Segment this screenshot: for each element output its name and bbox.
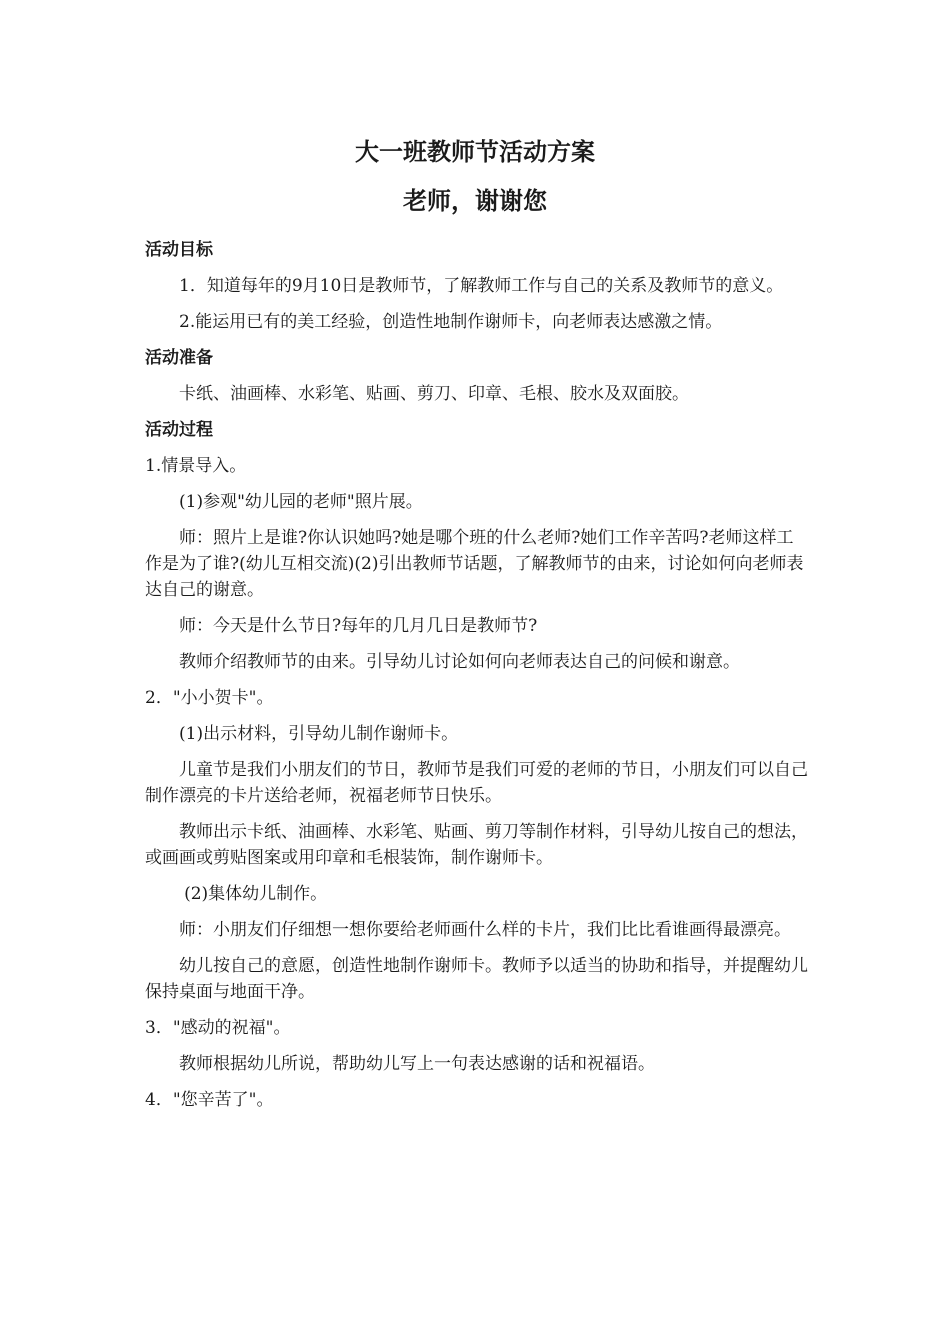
document-title: 大一班教师节活动方案 (355, 138, 595, 166)
paragraph-step-2-e: 师：小朋友们仔细想一想你要给老师画什么样的卡片，我们比比看谁画得最漂亮。 (179, 920, 791, 940)
paragraph-step-2-b: 儿童节是我们小朋友们的节日，教师节是我们可爱的老师的节日，小朋友们可以自己制作漂亮的卡片送给老师，祝福老师节日快乐。 (145, 760, 808, 806)
paragraph-step-2-f: 幼儿按自己的意愿，创造性地制作谢师卡。教师予以适当的协助和指导，并提醒幼儿保持桌面与地面干净。 (145, 956, 808, 1002)
paragraph-step-1-b: 师：照片上是谁?你认识她吗?她是哪个班的什么老师?她们工作辛苦吗?老师这样工作是为了谁?(幼儿互相交流)(2)引出教师节话题，了解教师节的由来，讨论如何向老师表达自己的谢意。 (145, 528, 804, 600)
section-heading-goal: 活动目标 (145, 240, 213, 260)
paragraph-step-2-a: (1)出示材料，引导幼儿制作谢师卡。 (179, 724, 459, 744)
document-subtitle: 老师，谢谢您 (403, 187, 547, 215)
document-body (145, 237, 810, 1123)
paragraph-step-1-c: 师：今天是什么节日?每年的几月几日是教师节? (179, 616, 538, 636)
paragraph-step-1: 1.情景导入。 (145, 456, 247, 476)
paragraph-goal-2: 2.能运用已有的美工经验，创造性地制作谢师卡，向老师表达感激之情。 (179, 312, 723, 332)
paragraph-prep-1: 卡纸、油画棒、水彩笔、贴画、剪刀、印章、毛根、胶水及双面胶。 (179, 384, 689, 404)
section-heading-process: 活动过程 (145, 420, 213, 440)
paragraph-step-3: 3．"感动的祝福"。 (145, 1018, 291, 1038)
section-heading-prep: 活动准备 (145, 348, 213, 368)
paragraph-goal-1: 1．知道每年的9月10日是教师节，了解教师工作与自己的关系及教师节的意义。 (179, 276, 784, 296)
paragraph-step-1-d: 教师介绍教师节的由来。引导幼儿讨论如何向老师表达自己的问候和谢意。 (179, 652, 740, 672)
paragraph-step-2: 2．"小小贺卡"。 (145, 688, 274, 708)
paragraph-step-3-a: 教师根据幼儿所说，帮助幼儿写上一句表达感谢的话和祝福语。 (179, 1054, 655, 1074)
paragraph-step-4: 4．"您辛苦了"。 (145, 1090, 274, 1110)
paragraph-step-1-a: (1)参观"幼儿园的老师"照片展。 (179, 492, 423, 512)
paragraph-step-2-c: 教师出示卡纸、油画棒、水彩笔、贴画、剪刀等制作材料，引导幼儿按自己的想法，或画画或剪贴图案或用印章和毛根装饰，制作谢师卡。 (145, 822, 808, 868)
paragraph-step-2-d: (2)集体幼儿制作。 (184, 884, 328, 904)
